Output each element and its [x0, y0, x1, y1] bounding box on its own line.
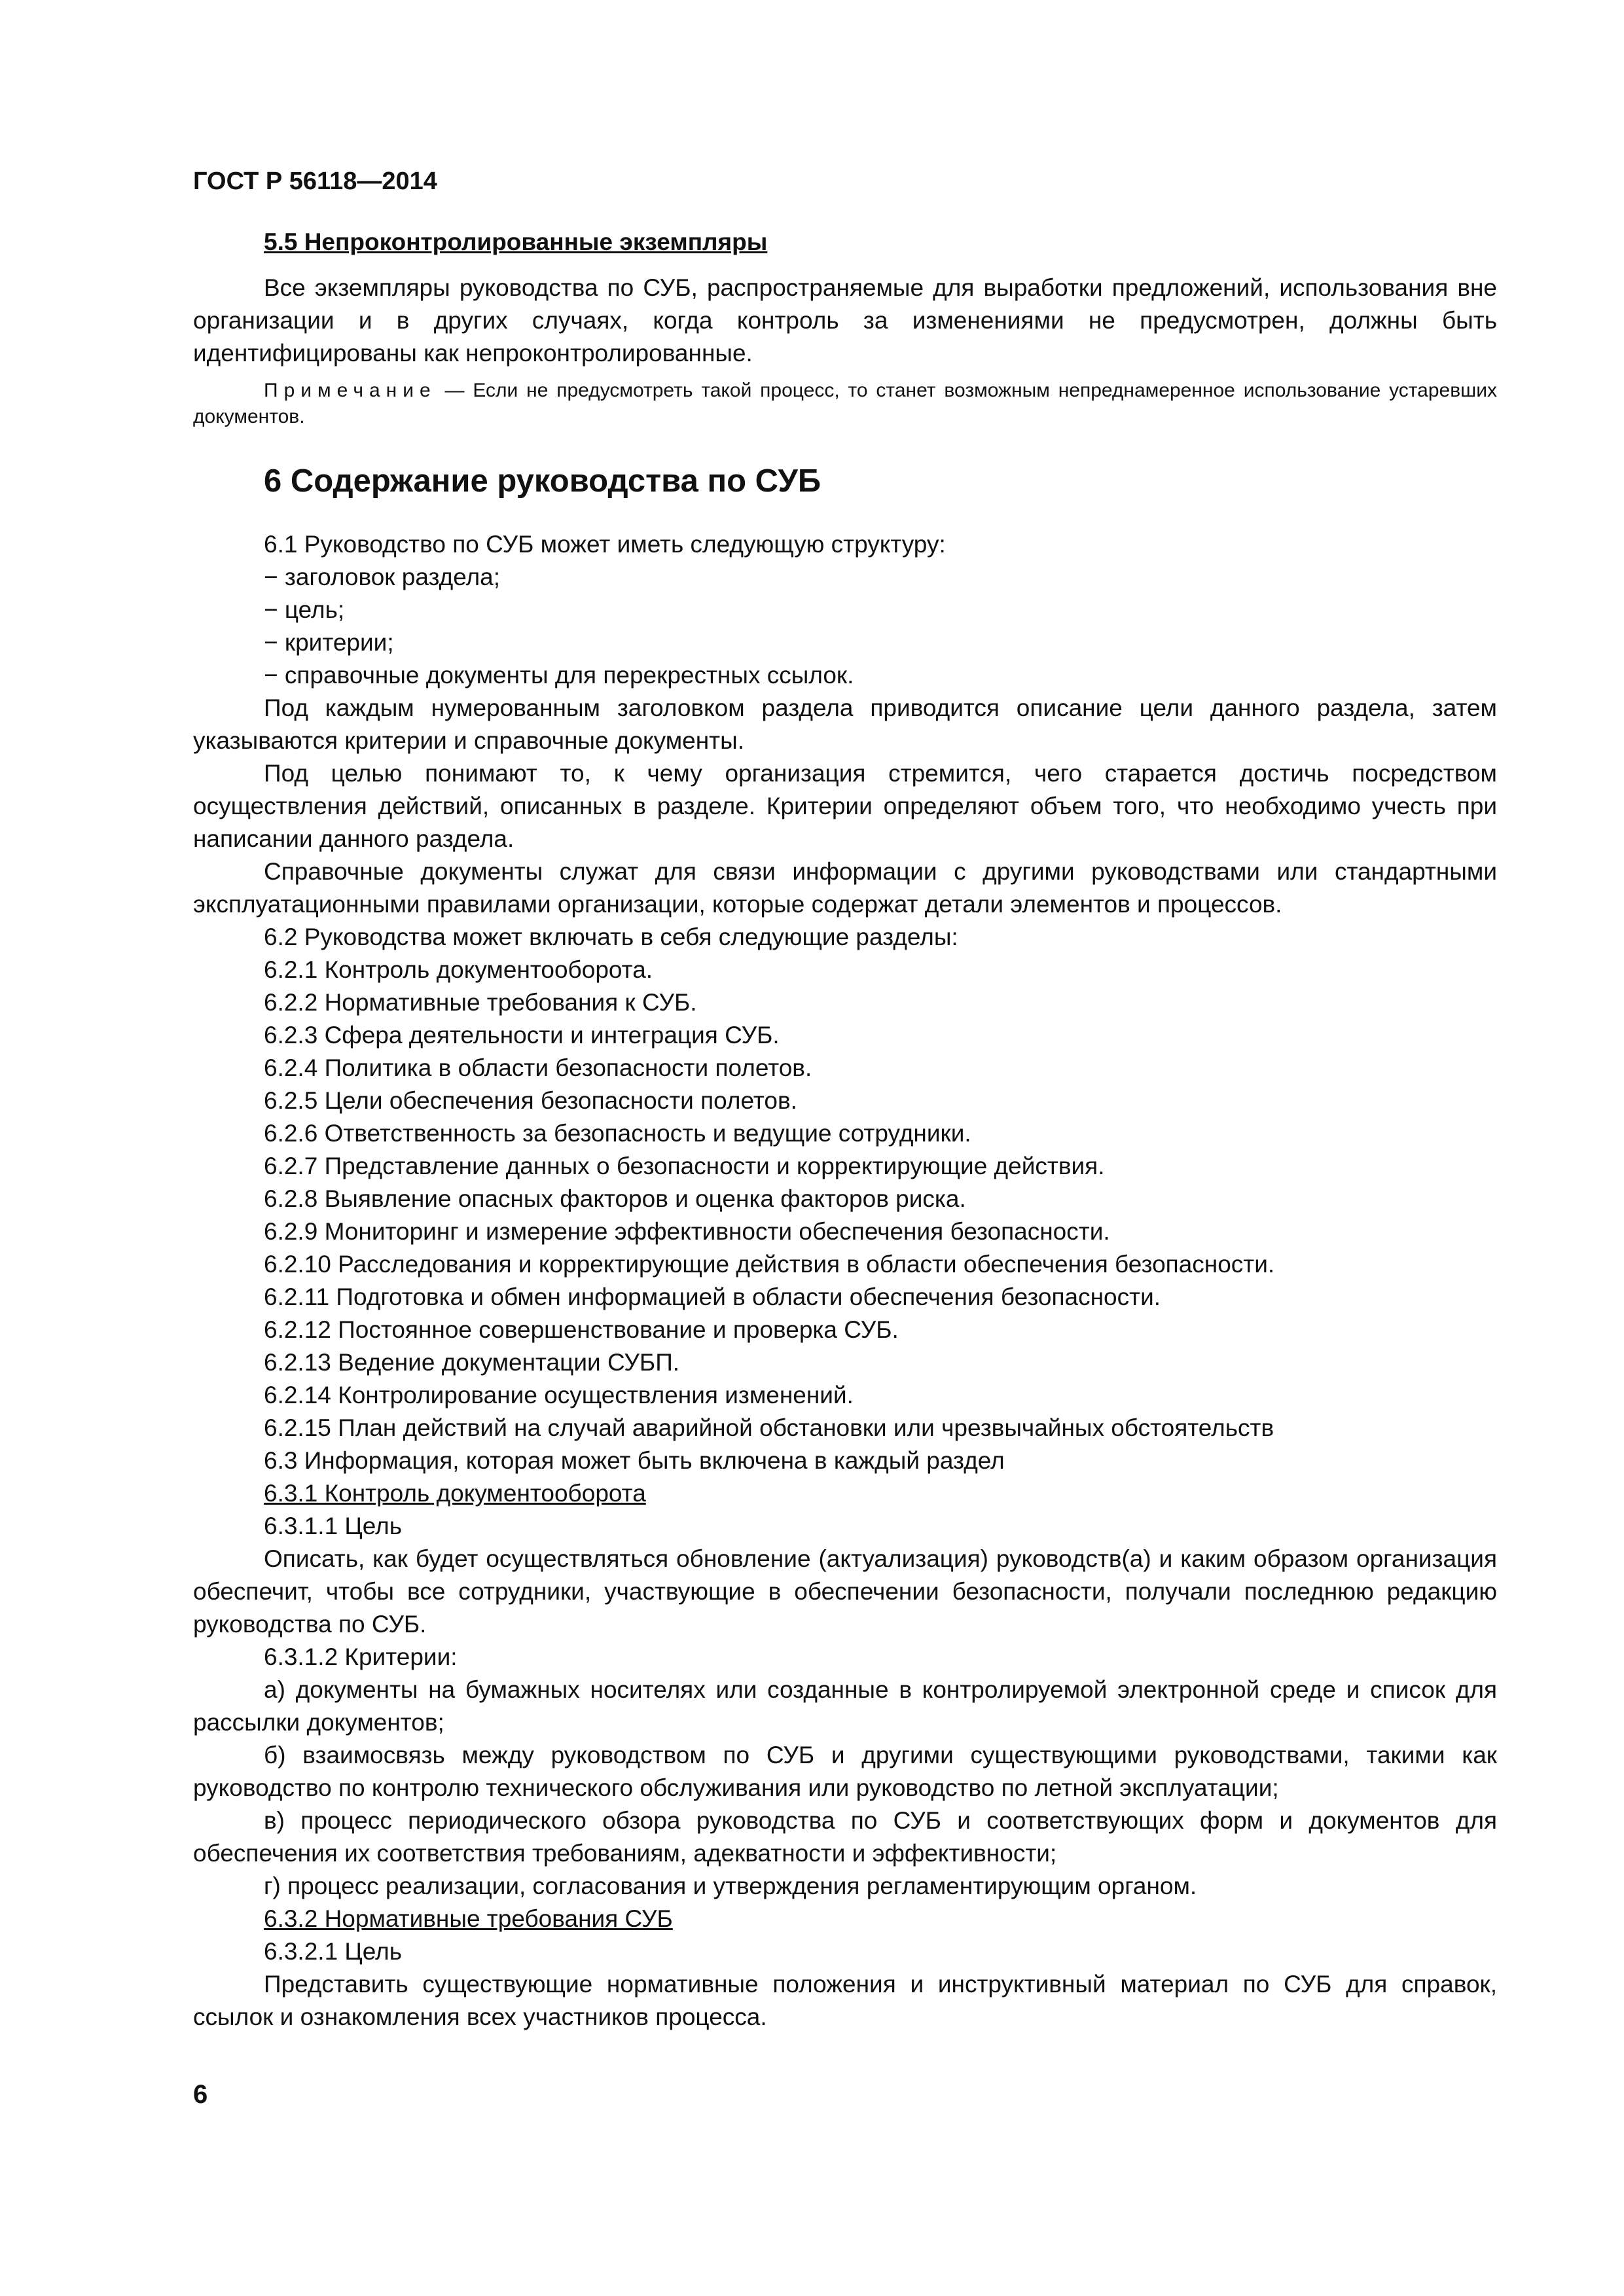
list-item-6-2: 6.2.7 Представление данных о безопасности и корректирующие действия. — [264, 1153, 1105, 1179]
structure-item: − справочные документы для перекрестных ссылок. — [264, 662, 854, 689]
goal-6-3-2-paragraph: Представить существующие нормативные положения и инструктивный материал по СУБ для справок, ссылок и ознакомления всех участников процесса. — [193, 1971, 1497, 2030]
note-text: — Если не предусмотреть такой процесс, то станет возможным непреднамеренное использование устаревших документов. — [193, 380, 1497, 427]
paragraph-reference-docs: Справочные документы служат для связи информации с другими руководствами или стандартными эксплуатационными правилами организации, которые содержат детали элементов и процессов. — [193, 858, 1497, 918]
list-item-6-2: 6.2.12 Постоянное совершенствование и проверка СУБ. — [264, 1316, 899, 1343]
subsection-6-3-1-title: 6.3.1 Контроль документооборота — [264, 1480, 646, 1507]
criteria-item: в) процесс периодического обзора руководства по СУБ и соответствующих форм и документов для обеспечения их соответствия требованиям, адекватности и эффективности; — [193, 1807, 1497, 1867]
list-item-6-2: 6.2.11 Подготовка и обмен информацией в области обеспечения безопасности. — [264, 1283, 1161, 1310]
subsection-6-3-1-2-heading: 6.3.1.2 Критерии: — [264, 1643, 458, 1670]
criteria-item: а) документы на бумажных носителях или созданные в контролируемой электронной среде и список для рассылки документов; — [193, 1676, 1497, 1736]
subsection-6-3-2-1-heading: 6.3.2.1 Цель — [264, 1938, 403, 1965]
list-item-6-2: 6.2.1 Контроль документооборота. — [264, 956, 653, 983]
section-5-5-note — [193, 378, 1497, 430]
goal-6-3-1-paragraph: Описать, как будет осуществляться обновление (актуализация) руководств(а) и каким образом организация обеспечит, чтобы все сотрудники, участвующие в обеспечении безопасности, получали последнюю редакцию руководства по СУБ. — [193, 1545, 1497, 1638]
list-item-6-2: 6.2.8 Выявление опасных факторов и оценка факторов риска. — [264, 1185, 966, 1212]
list-item-6-2: 6.2.13 Ведение документации СУБП. — [264, 1349, 680, 1376]
paragraph-6-3: 6.3 Информация, которая может быть включена в каждый раздел — [264, 1447, 1005, 1474]
criteria-item: б) взаимосвязь между руководством по СУБ и другими существующими руководствами, такими как руководство по контролю технического обслуживания или руководство по летной эксплуатации; — [193, 1742, 1497, 1801]
page-body — [193, 226, 1497, 2034]
page-number: 6 — [193, 2080, 208, 2109]
section-5-5-paragraph: Все экземпляры руководства по СУБ, распространяемые для выработки предложений, использования вне организации и в других случаях, когда контроль за изменениями не предусмотрен, должны быть идентифицированы как непроконтролированные. — [193, 274, 1497, 367]
structure-item: − критерии; — [264, 629, 394, 656]
subsection-6-3-1-1-heading: 6.3.1.1 Цель — [264, 1513, 403, 1539]
paragraph-6-2: 6.2 Руководства может включать в себя следующие разделы: — [264, 924, 958, 950]
list-item-6-2: 6.2.3 Сфера деятельности и интеграция СУБ. — [264, 1022, 780, 1049]
paragraph-goal-definition: Под целью понимают то, к чему организация стремится, чего старается достичь посредством осуществления действий, описанных в разделе. Критерии определяют объем того, что необходимо учесть при написании данного раздела. — [193, 760, 1497, 852]
structure-item: − цель; — [264, 596, 345, 623]
section-6-heading: 6 Содержание руководства по СУБ — [264, 463, 821, 499]
list-item-6-2: 6.2.10 Расследования и корректирующие действия в области обеспечения безопасности. — [264, 1251, 1275, 1278]
list-item-6-2: 6.2.14 Контролирование осуществления изменений. — [264, 1382, 854, 1408]
structure-item: − заголовок раздела; — [264, 564, 501, 590]
subsection-6-3-1-heading — [193, 1477, 1497, 1510]
list-item-6-2: 6.2.15 План действий на случай аварийной обстановки или чрезвычайных обстоятельств — [264, 1414, 1274, 1441]
paragraph-6-1: 6.1 Руководство по СУБ может иметь следующую структуру: — [264, 531, 946, 558]
subsection-6-3-2-heading — [193, 1903, 1497, 1935]
list-item-6-2: 6.2.2 Нормативные требования к СУБ. — [264, 989, 697, 1016]
list-item-6-2: 6.2.6 Ответственность за безопасность и ведущие сотрудники. — [264, 1120, 971, 1147]
subsection-6-3-2-title: 6.3.2 Нормативные требования СУБ — [264, 1905, 673, 1932]
section-5-5-heading: 5.5 Непроконтролированные экземпляры — [264, 228, 768, 255]
paragraph-section-headings: Под каждым нумерованным заголовком раздела приводится описание цели данного раздела, затем указываются критерии и справочные документы. — [193, 694, 1497, 754]
list-item-6-2: 6.2.9 Мониторинг и измерение эффективности обеспечения безопасности. — [264, 1218, 1110, 1245]
document-code-header: ГОСТ Р 56118—2014 — [193, 168, 437, 195]
note-label: Примечание — [264, 380, 437, 401]
list-item-6-2: 6.2.4 Политика в области безопасности полетов. — [264, 1054, 812, 1081]
list-item-6-2: 6.2.5 Цели обеспечения безопасности полетов. — [264, 1087, 797, 1114]
criteria-item: г) процесс реализации, согласования и утверждения регламентирующим органом. — [264, 1873, 1197, 1899]
